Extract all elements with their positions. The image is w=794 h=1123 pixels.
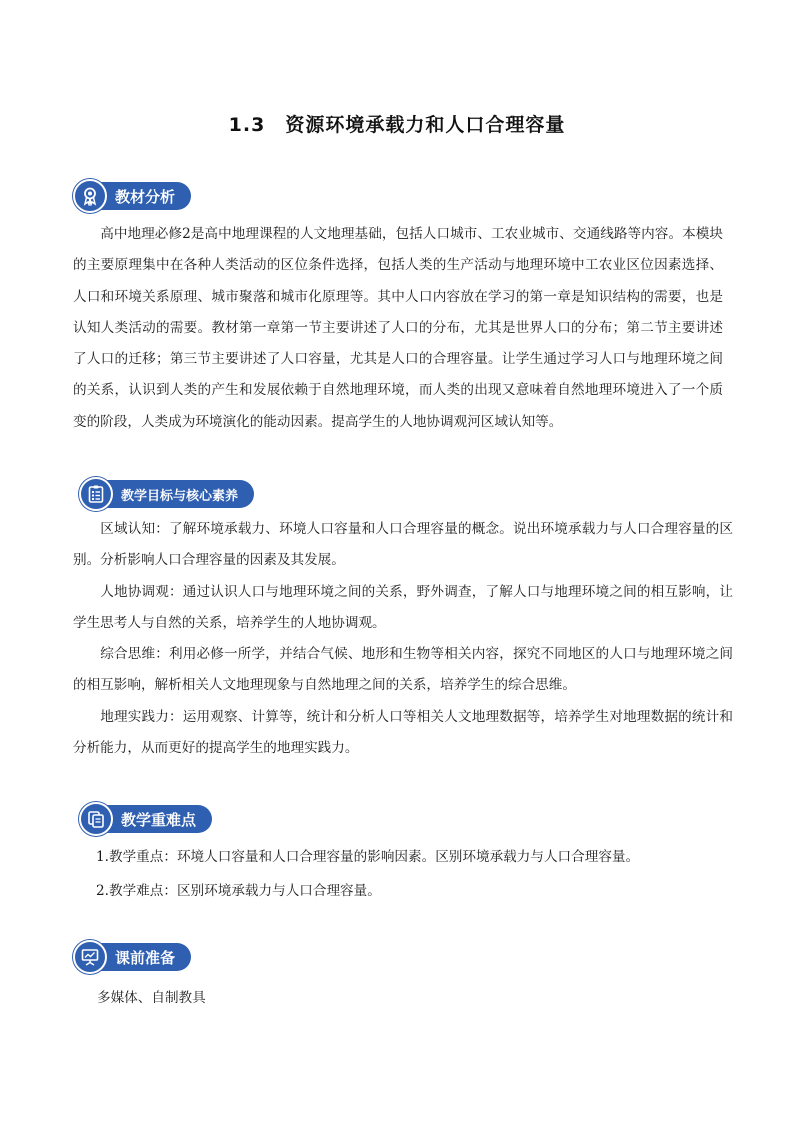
section-heading-keypoints: 教学重难点 [99,805,212,833]
goal-item: 地理实践力：运用观察、计算等，统计和分析人口等相关人文地理数据等，培养学生对地理数据的统计和分析能力，从而更好的提高学生的地理实践力。 [73,708,733,757]
checklist-icon [79,477,113,511]
documents-icon [79,802,113,836]
goal-item: 区域认知：了解环境承载力、环境人口容量和人口合理容量的概念。说出环境承载力与人口合理容量的区别。分析影响人口合理容量的因素及其发展。 [73,521,733,569]
goal-item: 人地协调观：通过认识人口与地理环境之间的关系，野外调查，了解人口与地理环境之间的相互影响，让学生思考人与自然的关系，培养学生的人地协调观。 [73,583,733,631]
keypoint-item: 1.教学重点：环境人口容量和人口合理容量的影响因素。区别环境承载力与人口合理容量。 [96,849,640,865]
keypoint-item: 2.教学难点：区别环境承载力与人口合理容量。 [96,883,381,899]
section-heading-preparation: 课前准备 [93,943,191,971]
page-title: 1.3 资源环境承载力和人口合理容量 [228,114,566,136]
section-badge-preparation [73,941,191,973]
award-ribbon-icon [73,179,107,213]
goals-body [73,514,733,764]
analysis-paragraph: 高中地理必修2是高中地理课程的人文地理基础，包括人口城市、工农业城市、交通线路等内容。本模块的主要原理集中在各种人类活动的区位条件选择，包括人类的生产活动与地理环境中工农业区位因素选择、人口和环境关系原理、城市聚落和城市化原理等。其中人口内容放在学习的第一章是知识结构的需要，也是认知人类活动的需要。教材第一章第一节主要讲述了人口的分布，尤其是世界人口的分布；第二节主要讲述了人口的迁移；第三节主要讲述了人口容量，尤其是人口的合理容量。让学生通过学习人口与地理环境之间的关系，认识到人类的产生和发展依赖于自然地理环境，而人类的出现又意味着自然地理环境进入了一个质变的阶段，人类成为环境演化的能动因素。提高学生的人地协调观河区域认知等。 [73,226,723,430]
presentation-board-icon [73,940,107,974]
section-badge-analysis [73,180,191,212]
section-badge-keypoints [79,803,212,835]
section-heading-goals: 教学目标与核心素养 [99,480,254,508]
section-heading-analysis: 教材分析 [93,182,191,210]
goal-item: 综合思维：利用必修一所学，并结合气候、地形和生物等相关内容，探究不同地区的人口与地理环境之间的相互影响，解析相关人文地理现象与自然地理之间的关系，培养学生的综合思维。 [73,646,733,694]
section-badge-goals [79,478,254,510]
preparation-body: 多媒体、自制教具 [97,990,206,1006]
analysis-body [73,219,723,438]
